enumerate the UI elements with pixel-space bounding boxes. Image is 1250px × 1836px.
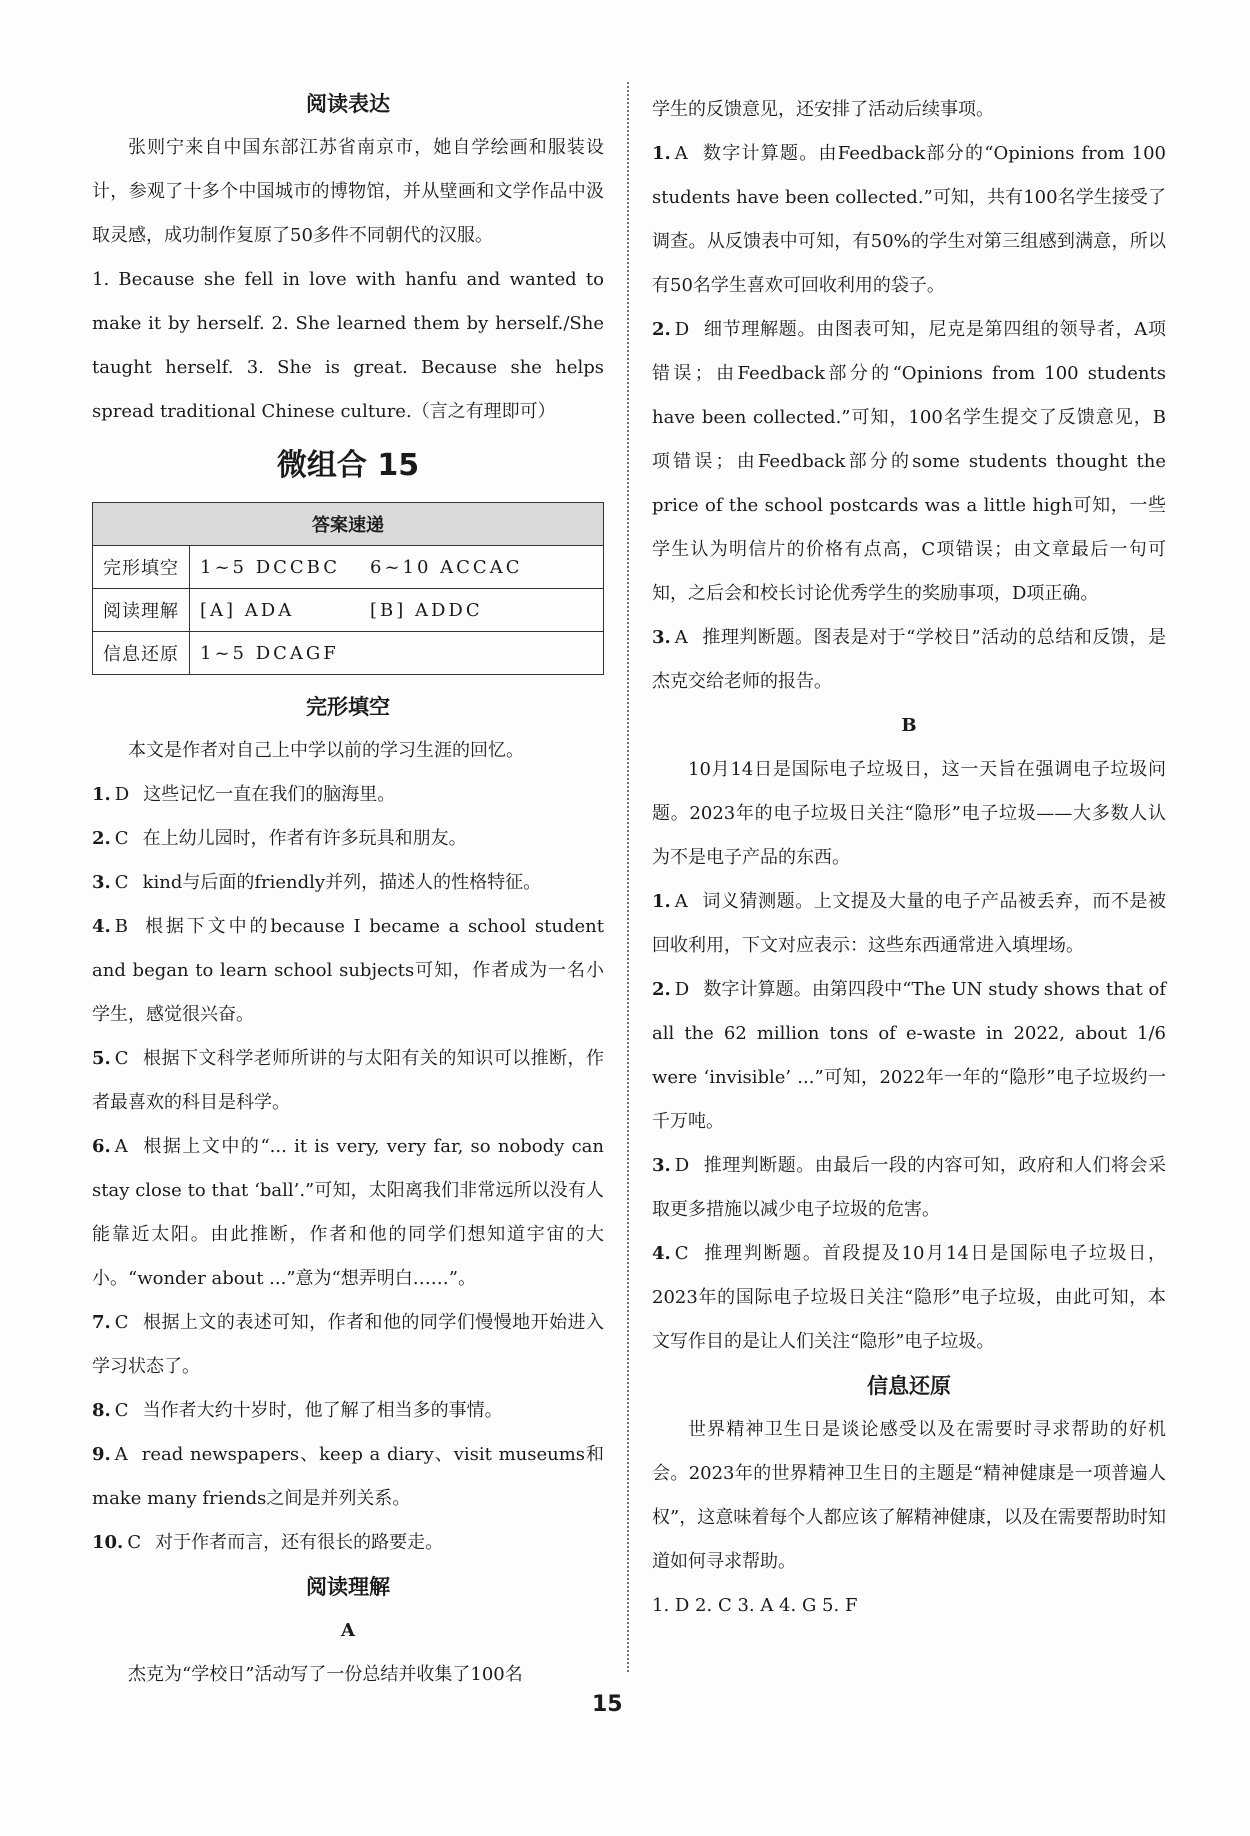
answer-item (652, 880, 1166, 968)
answer-item (92, 1125, 604, 1301)
answer-letter: A (674, 891, 688, 912)
answer-item (92, 861, 604, 905)
table-row-label: 信息还原 (93, 632, 190, 675)
answer-item (652, 616, 1166, 704)
answer-letter: D (674, 1155, 690, 1176)
answer-number: 1. (652, 143, 671, 164)
passage-a-intro-continued: 学生的反馈意见，还安排了活动后续事项。 (652, 99, 994, 120)
passage-b-intro: 10月14日是国际电子垃圾日，这一天旨在强调电子垃圾问题。2023年的电子垃圾日关注“隐形”电子垃圾——大多数人认为不是电子产品的东西。 (652, 759, 1166, 868)
table-row (93, 589, 604, 632)
table-cell: 1~5 DCAGF (200, 642, 339, 664)
answer-explanation: 推理判断题。首段提及10月14日是国际电子垃圾日，2023年的国际电子垃圾日关注“隐形”电子垃圾，由此可知，本文写作目的是让人们关注“隐形”电子垃圾。 (652, 1243, 1166, 1352)
answer-letter: A (674, 143, 688, 164)
answer-item (92, 1521, 604, 1565)
answer-item (652, 968, 1166, 1144)
answer-number: 9. (92, 1444, 111, 1465)
answer-number: 2. (92, 828, 111, 849)
passage-a-intro: 杰克为“学校日”活动写了一份总结并收集了100名 (128, 1664, 523, 1685)
answer-number: 4. (652, 1243, 671, 1264)
answer-letter: D (674, 319, 690, 340)
answer-explanation: 根据下文科学老师所讲的与太阳有关的知识可以推断，作者最喜欢的科目是科学。 (92, 1048, 604, 1113)
answer-letter: C (114, 1048, 129, 1069)
left-column (92, 82, 604, 1697)
table-row-label: 完形填空 (93, 546, 190, 589)
right-column (652, 88, 1166, 1628)
section-title-reading-expression: 阅读表达 (306, 92, 390, 116)
table-row (93, 546, 604, 589)
answer-number: 8. (92, 1400, 111, 1421)
answer-explanation: 数字计算题。由第四段中“The UN study shows that of all the 62 million tons of e-waste in 2022, about 1/6 were ‘invisible’ ...”可知，2022年一年的“隐形”电子垃圾约一千万吨。 (652, 979, 1166, 1132)
answer-explanation: 根据上文的表述可知，作者和他的同学们慢慢地开始进入学习状态了。 (92, 1312, 604, 1377)
passage-a-answer-list (652, 132, 1166, 704)
answer-explanation: 细节理解题。由图表可知，尼克是第四组的领导者，A项错误；由Feedback部分的“Opinions from 100 students have been collected.”可知，100名学生提交了反馈意见，B项错误；由Feedback部分的some students thought the price of the school postcards was a little high可知，一些学生认为明信片的价格有点高，C项错误；由文章最后一句可知，之后会和校长讨论优秀学生的奖励事项，D项正确。 (652, 319, 1166, 604)
answer-explanation: 根据下文中的because I became a school student and began to learn school subjects可知，作者成为一名小学生，感觉很兴奋。 (92, 916, 604, 1025)
answer-number: 3. (652, 627, 671, 648)
table-cell: [A] ADA (200, 599, 295, 621)
answer-letter: C (674, 1243, 689, 1264)
passage-b-answer-list (652, 880, 1166, 1364)
reading-expression-summary: 张则宁来自中国东部江苏省南京市，她自学绘画和服装设计，参观了十多个中国城市的博物馆，并从壁画和文学作品中汲取灵感，成功制作复原了50多件不同朝代的汉服。 (92, 137, 604, 246)
answer-letter: A (114, 1444, 128, 1465)
answer-explanation: 词义猜测题。上文提及大量的电子产品被丢弃，而不是被回收利用，下文对应表示：这些东西通常进入填埋场。 (652, 891, 1166, 956)
table-row-label: 阅读理解 (93, 589, 190, 632)
section-title-reading: 阅读理解 (306, 1575, 390, 1599)
answer-table-header: 答案速递 (93, 503, 604, 546)
answer-letter: A (114, 1136, 128, 1157)
section-title-info-restore: 信息还原 (867, 1374, 951, 1398)
answer-item (92, 1037, 604, 1125)
answer-item (92, 905, 604, 1037)
answer-item (92, 1301, 604, 1389)
answer-number: 2. (652, 319, 671, 340)
answer-letter: C (127, 1532, 142, 1553)
answer-number: 3. (92, 872, 111, 893)
answer-number: 1. (92, 784, 111, 805)
answer-letter: D (114, 784, 130, 805)
answer-letter: C (114, 872, 129, 893)
answer-explanation: kind与后面的friendly并列，描述人的性格特征。 (142, 872, 542, 893)
cloze-answer-list (92, 773, 604, 1565)
table-cell: 6~10 ACCAC (370, 556, 523, 578)
page-number: 15 (592, 1692, 623, 1717)
answer-item (652, 1144, 1166, 1232)
answer-letter: C (114, 1312, 129, 1333)
answer-explanation: 推理判断题。由最后一段的内容可知，政府和人们将会采取更多措施以减少电子垃圾的危害。 (652, 1155, 1166, 1220)
answer-letter: D (674, 979, 690, 1000)
answer-item (92, 1433, 604, 1521)
answer-item (652, 132, 1166, 308)
answer-number: 2. (652, 979, 671, 1000)
answer-letter: C (114, 1400, 129, 1421)
answer-explanation: read newspapers、keep a diary、visit museums和make many friends之间是并列关系。 (92, 1444, 604, 1509)
answer-table (92, 502, 604, 675)
info-restore-answers: 1. D 2. C 3. A 4. G 5. F (652, 1595, 858, 1616)
passage-label-a: A (341, 1620, 355, 1641)
section-title-cloze: 完形填空 (306, 695, 390, 719)
table-cell: [B] ADDC (370, 599, 483, 621)
answer-number: 5. (92, 1048, 111, 1069)
answer-letter: B (114, 916, 129, 937)
answer-item (92, 773, 604, 817)
reading-expression-answers: 1. Because she fell in love with hanfu and wanted to make it by herself. 2. She learned them by herself./She taught herself. 3. She is great. Because she helps spread traditional Chinese culture.（言之有理即可） (92, 269, 604, 422)
answer-item (652, 308, 1166, 616)
table-cell: 1~5 DCCBC (200, 556, 341, 578)
answer-explanation: 推理判断题。图表是对于“学校日”活动的总结和反馈，是杰克交给老师的报告。 (652, 627, 1166, 692)
answer-item (92, 817, 604, 861)
passage-label-b: B (901, 715, 917, 736)
column-divider (627, 82, 629, 1672)
unit-title: 微组合 15 (276, 448, 420, 483)
answer-explanation: 根据上文中的“... it is very, very far, so nobody can stay close to that ‘ball’.”可知，太阳离我们非常远所以没有人能靠近太阳。由此推断，作者和他的同学们想知道宇宙的大小。“wonder about ...”意为“想弄明白……”。 (92, 1136, 604, 1289)
answer-item (92, 1389, 604, 1433)
answer-number: 6. (92, 1136, 111, 1157)
answer-explanation: 当作者大约十岁时，他了解了相当多的事情。 (142, 1400, 503, 1421)
table-row (93, 632, 604, 675)
answer-number: 7. (92, 1312, 111, 1333)
answer-explanation: 这些记忆一直在我们的脑海里。 (143, 784, 396, 805)
cloze-intro: 本文是作者对自己上中学以前的学习生涯的回忆。 (128, 740, 524, 761)
answer-letter: C (114, 828, 129, 849)
answer-number: 10. (92, 1532, 124, 1553)
info-restore-intro: 世界精神卫生日是谈论感受以及在需要时寻求帮助的好机会。2023年的世界精神卫生日的主题是“精神健康是一项普遍人权”，这意味着每个人都应该了解精神健康，以及在需要帮助时知道如何寻求帮助。 (652, 1419, 1166, 1572)
answer-explanation: 数字计算题。由Feedback部分的“Opinions from 100 students have been collected.”可知，共有100名学生接受了调查。从反馈表中可知，有50%的学生对第三组感到满意，所以有50名学生喜欢可回收利用的袋子。 (652, 143, 1166, 296)
answer-item (652, 1232, 1166, 1364)
answer-number: 1. (652, 891, 671, 912)
answer-number: 3. (652, 1155, 671, 1176)
answer-explanation: 对于作者而言，还有很长的路要走。 (155, 1532, 444, 1553)
answer-number: 4. (92, 916, 111, 937)
answer-explanation: 在上幼儿园时，作者有许多玩具和朋友。 (142, 828, 467, 849)
answer-letter: A (674, 627, 688, 648)
